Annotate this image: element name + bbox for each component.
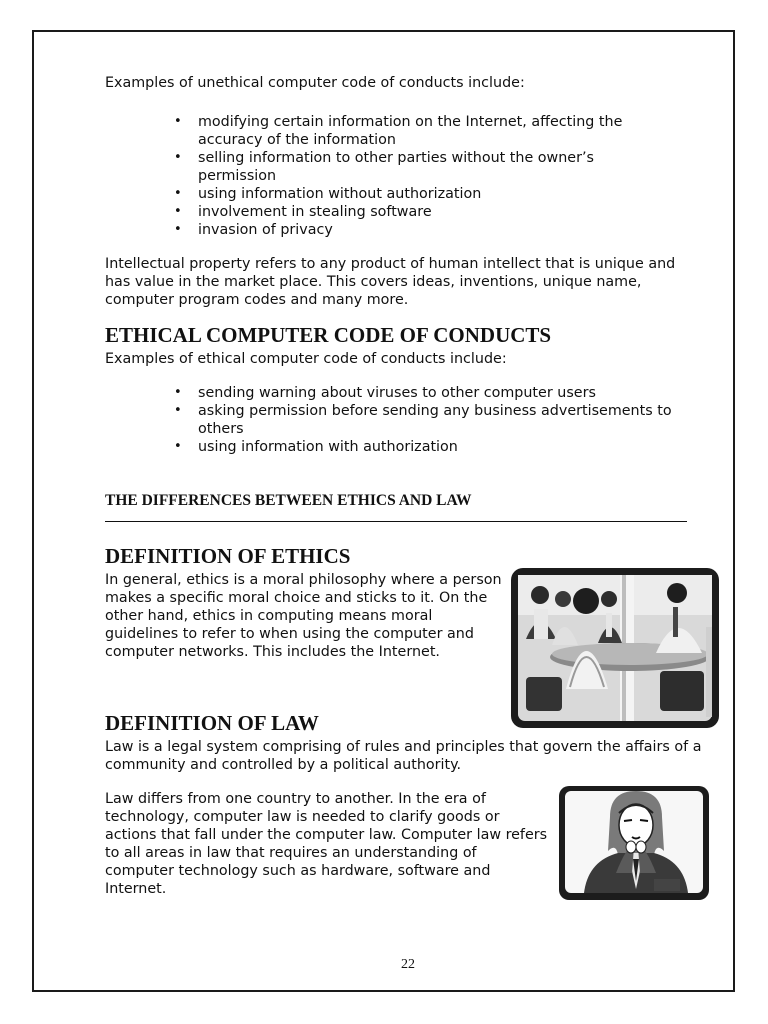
list-item: • involvement in stealing software [174, 204, 432, 220]
differences-heading: THE DIFFERENCES BETWEEN ETHICS AND LAW [105, 492, 472, 509]
ethical-list [174, 384, 704, 456]
bullet: • [174, 439, 182, 454]
unethical-list [174, 113, 674, 239]
ethical-intro: Examples of ethical computer code of conducts include: [105, 351, 507, 367]
list-item: • invasion of privacy [174, 222, 333, 238]
ethics-heading: DEFINITION OF ETHICS [105, 544, 351, 568]
divider [105, 521, 687, 522]
business-meeting-photo [510, 567, 720, 729]
ethics-paragraph: In general, ethics is a moral philosophy where a person makes a specific moral choice and sticks to it. On the other hand, ethics in computing means moral guidelines to refer to when using the computer and computer networks. This includes the Internet. [105, 572, 502, 660]
list-item: • using information without authorization [174, 186, 482, 202]
bullet: • [174, 222, 182, 237]
law-paragraph-1: Law is a legal system comprising of rules and principles that govern the affairs of a community and controlled by a political authority. [105, 739, 702, 773]
bullet: • [174, 114, 182, 129]
bullet: • [174, 150, 182, 165]
bullet: • [174, 186, 182, 201]
bullet: • [174, 403, 182, 418]
law-paragraph-2: Law differs from one country to another. In the era of technology, computer law is needed to clarify goods or actions that fall under the computer law. Computer law refers to all areas in law that requires an understanding of computer technology such as hardware, software and Internet. [105, 791, 548, 897]
woman-lawyer-illustration [558, 785, 710, 901]
bullet: • [174, 204, 182, 219]
ethical-heading: ETHICAL COMPUTER CODE OF CONDUCTS [105, 323, 552, 347]
list-item: • selling information to other parties without the owner’s permission [174, 150, 594, 184]
list-item: • asking permission before sending any business advertisements to others [174, 403, 672, 437]
intellectual-property-paragraph: Intellectual property refers to any product of human intellect that is unique and has value in the market place. This covers ideas, inventions, unique name, computer program codes and many more. [105, 256, 676, 308]
list-item: • sending warning about viruses to other computer users [174, 385, 596, 401]
unethical-intro: Examples of unethical computer code of conducts include: [105, 75, 525, 91]
law-heading: DEFINITION OF LAW [105, 711, 319, 735]
bullet: • [174, 385, 182, 400]
list-item: • using information with authorization [174, 439, 458, 455]
list-item: • modifying certain information on the Internet, affecting the accuracy of the information [174, 114, 623, 148]
page-number: 22 [401, 957, 415, 972]
